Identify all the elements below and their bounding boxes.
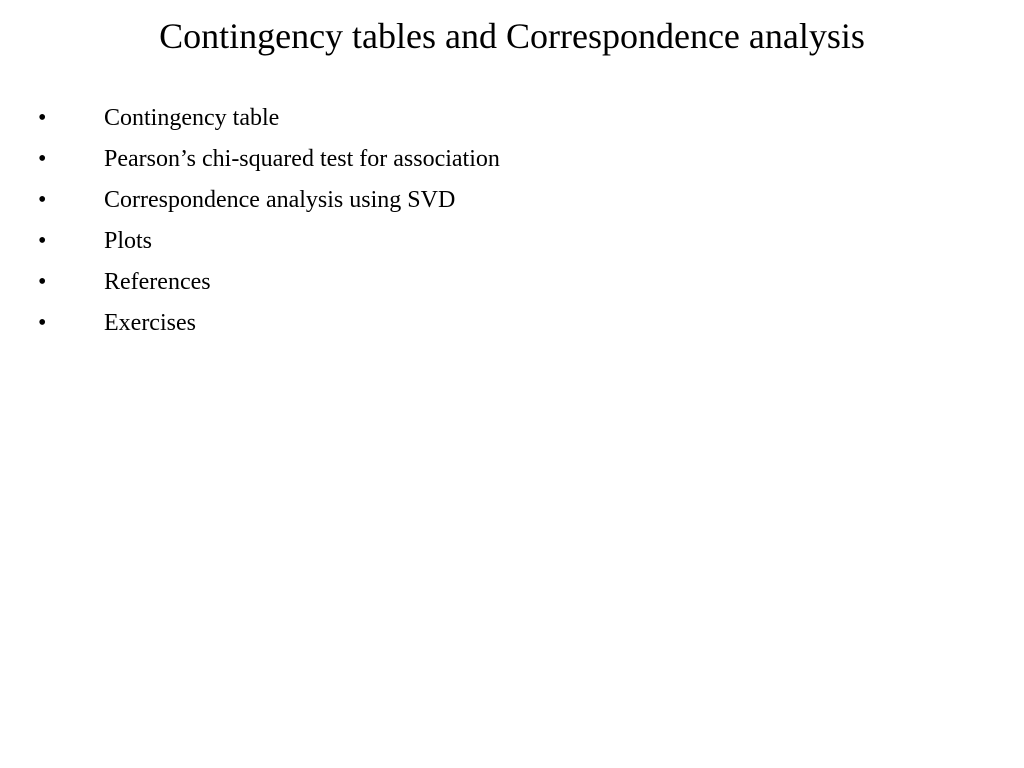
bullet-text: Exercises xyxy=(104,310,196,336)
bullet-item xyxy=(38,100,500,141)
bullet-text: References xyxy=(104,269,211,295)
bullet-list xyxy=(38,100,500,346)
bullet-item xyxy=(38,182,500,223)
bullet-icon: • xyxy=(38,310,47,336)
bullet-item xyxy=(38,264,500,305)
bullet-item xyxy=(38,305,500,346)
bullet-text: Correspondence analysis using SVD xyxy=(104,187,456,213)
slide-title: Contingency tables and Correspondence analysis xyxy=(159,16,865,56)
bullet-icon: • xyxy=(38,146,47,172)
bullet-text: Pearson’s chi-squared test for association xyxy=(104,146,500,172)
bullet-item xyxy=(38,223,500,264)
bullet-icon: • xyxy=(38,228,47,254)
bullet-text: Contingency table xyxy=(104,105,280,131)
bullet-icon: • xyxy=(38,105,47,131)
bullet-icon: • xyxy=(38,269,47,295)
bullet-text: Plots xyxy=(104,228,153,254)
bullet-item xyxy=(38,141,500,182)
bullet-icon: • xyxy=(38,187,47,213)
